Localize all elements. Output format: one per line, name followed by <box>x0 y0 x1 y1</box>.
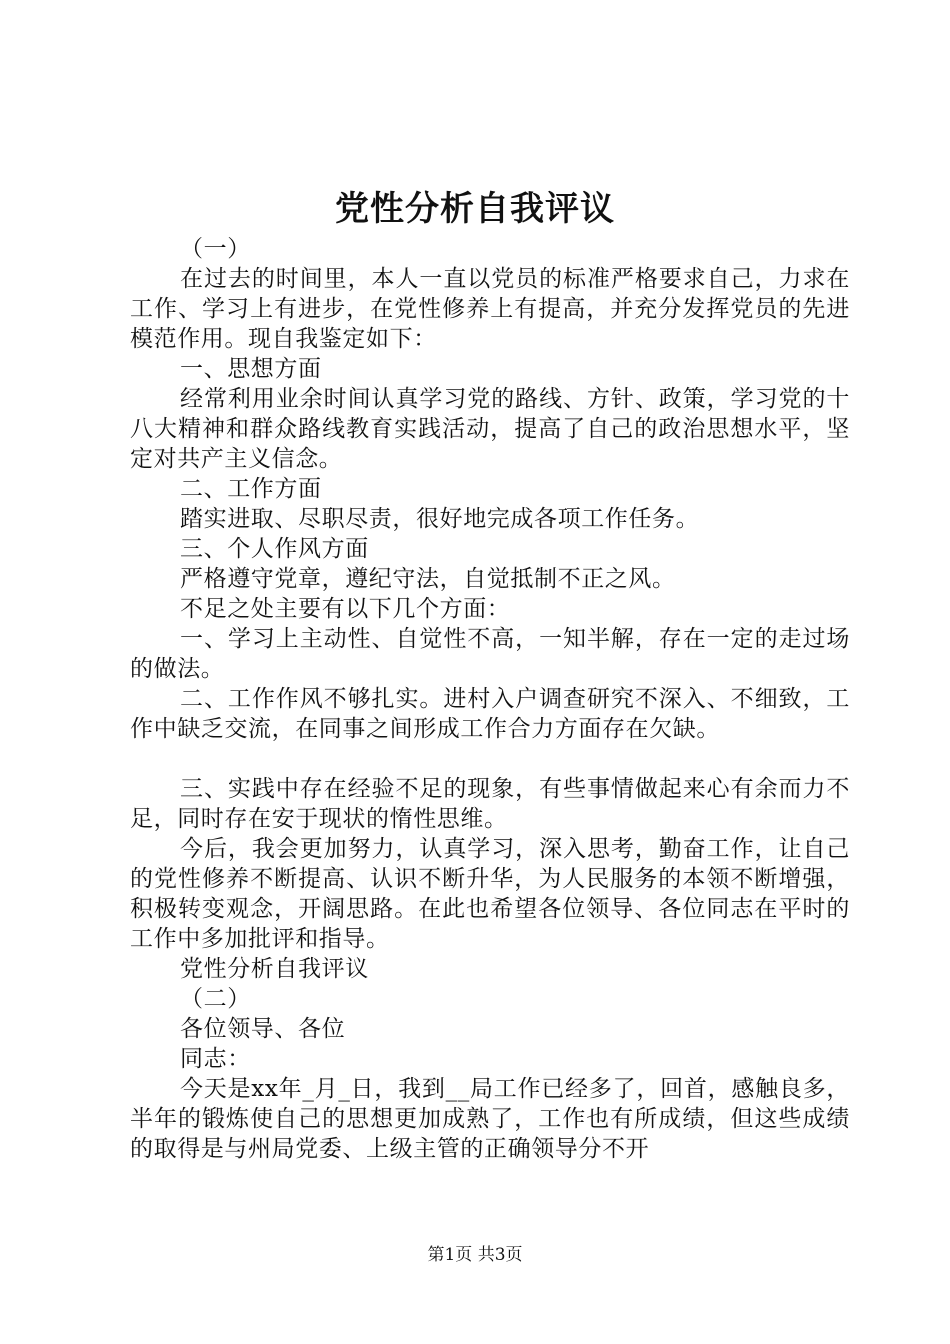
paragraph: 今后，我会更加努力，认真学习，深入思考，勤奋工作，让自己的党性修养不断提高、认识不断升华，为人民服务的本领不断增强，积极转变观念，开阔思路。在此也希望各位领导、各位同志在平时的工作中多加批评和指导。 <box>130 836 850 952</box>
paragraph: （二） <box>180 986 251 1012</box>
paragraph: 同志： <box>180 1046 251 1072</box>
paragraph: 今天是xx年_月_日，我到__局工作已经多了，回首，感触良多，半年的锻炼使自己的思想更加成熟了，工作也有所成绩，但这些成绩的取得是与州局党委、上级主管的正确领导分不开 <box>130 1076 850 1162</box>
page-number-footer: 第1页 共3页 <box>427 1245 523 1265</box>
paragraph: 一、学习上主动性、自觉性不高，一知半解，存在一定的走过场的做法。 <box>130 626 850 682</box>
paragraph: 严格遵守党章，遵纪守法，自觉抵制不正之风。 <box>180 566 676 592</box>
section-heading: 党性分析自我评议 <box>180 956 369 982</box>
section-heading: 一、思想方面 <box>180 356 322 382</box>
paragraph: 二、工作作风不够扎实。进村入户调查研究不深入、不细致，工作中缺乏交流，在同事之间形成工作合力方面存在欠缺。 <box>130 686 850 742</box>
paragraph: 各位领导、各位 <box>180 1016 346 1042</box>
paragraph: （一） <box>180 236 251 262</box>
paragraph: 不足之处主要有以下几个方面： <box>180 596 511 622</box>
section-heading: 二、工作方面 <box>180 476 322 502</box>
paragraph: 三、实践中存在经验不足的现象，有些事情做起来心有余而力不足，同时存在安于现状的惰性思维。 <box>130 776 850 832</box>
document-title: 党性分析自我评议 <box>335 189 615 229</box>
paragraph: 在过去的时间里，本人一直以党员的标准严格要求自己，力求在工作、学习上有进步，在党性修养上有提高，并充分发挥党员的先进模范作用。现自我鉴定如下： <box>130 266 850 352</box>
document-body <box>130 234 850 1164</box>
section-heading: 三、个人作风方面 <box>180 536 369 562</box>
paragraph: 踏实进取、尽职尽责，很好地完成各项工作任务。 <box>180 506 700 532</box>
paragraph: 经常利用业余时间认真学习党的路线、方针、政策，学习党的十八大精神和群众路线教育实践活动，提高了自己的政治思想水平，坚定对共产主义信念。 <box>130 386 850 472</box>
